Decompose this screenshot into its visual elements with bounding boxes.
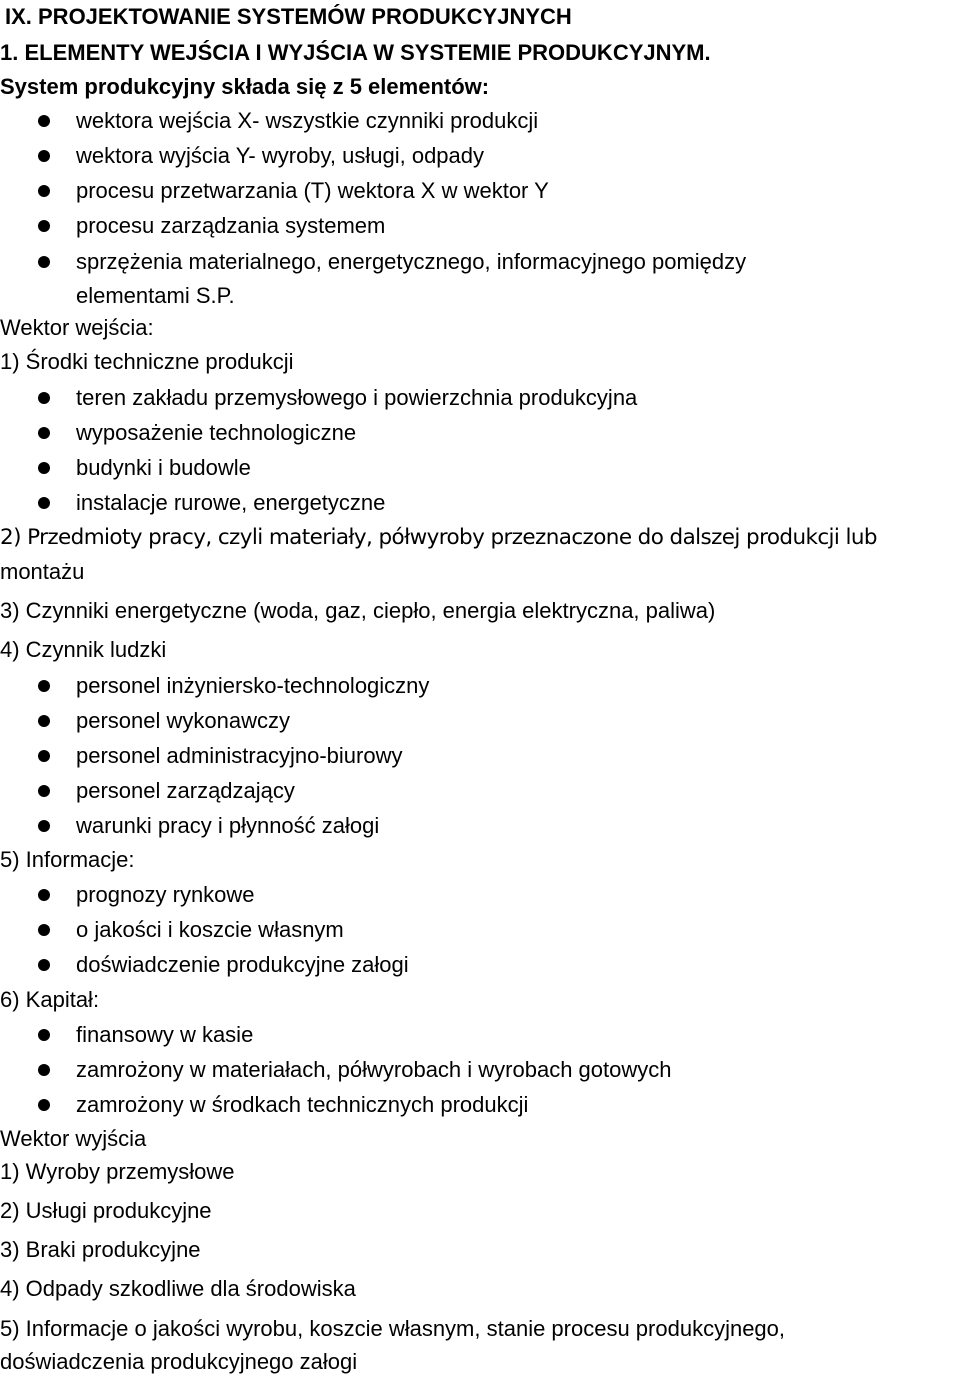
group-label: 5) Informacje: bbox=[0, 847, 135, 872]
group-label: 2) Przedmioty pracy, czyli materiały, półwyroby przeznaczone do dalszej produkcji lub bbox=[0, 525, 877, 550]
bullet-icon bbox=[38, 889, 50, 901]
output-item: 4) Odpady szkodliwe dla środowiska bbox=[0, 1276, 356, 1301]
bullet-icon bbox=[38, 185, 50, 197]
list-item: wektora wejścia X- wszystkie czynniki produkcji bbox=[76, 108, 539, 133]
bullet-icon bbox=[38, 785, 50, 797]
bullet-icon bbox=[38, 924, 50, 936]
list-item: personel zarządzający bbox=[76, 778, 295, 803]
list-item: zamrożony w środkach technicznych produkcji bbox=[76, 1092, 529, 1117]
group-label: 1) Środki techniczne produkcji bbox=[0, 349, 294, 374]
group-label: 4) Czynnik ludzki bbox=[0, 637, 167, 662]
bullet-icon bbox=[38, 959, 50, 971]
bullet-icon bbox=[38, 1099, 50, 1111]
bullet-icon bbox=[38, 715, 50, 727]
list-item-continuation: elementami S.P. bbox=[76, 283, 235, 308]
list-item: teren zakładu przemysłowego i powierzchnia produkcyjna bbox=[76, 385, 638, 410]
bullet-icon bbox=[38, 427, 50, 439]
section-heading: 1. ELEMENTY WEJŚCIA I WYJŚCIA W SYSTEMIE PRODUKCYJNYM. bbox=[0, 40, 711, 65]
list-item: personel wykonawczy bbox=[76, 708, 290, 733]
bullet-icon bbox=[38, 497, 50, 509]
list-item: zamrożony w materiałach, półwyrobach i wyrobach gotowych bbox=[76, 1057, 672, 1082]
page-title: IX. PROJEKTOWANIE SYSTEMÓW PRODUKCYJNYCH bbox=[5, 4, 572, 29]
list-item: procesu zarządzania systemem bbox=[76, 213, 386, 238]
list-item: o jakości i koszcie własnym bbox=[76, 917, 344, 942]
group-label: 3) Czynniki energetyczne (woda, gaz, ciepło, energia elektryczna, paliwa) bbox=[0, 598, 716, 623]
list-item: finansowy w kasie bbox=[76, 1022, 254, 1047]
bullet-icon bbox=[38, 392, 50, 404]
bullet-icon bbox=[38, 750, 50, 762]
output-item: 2) Usługi produkcyjne bbox=[0, 1198, 212, 1223]
list-item: instalacje rurowe, energetyczne bbox=[76, 490, 386, 515]
bullet-icon bbox=[38, 462, 50, 474]
bullet-icon bbox=[38, 820, 50, 832]
input-vector-heading: Wektor wejścia: bbox=[0, 315, 154, 340]
list-item: prognozy rynkowe bbox=[76, 882, 255, 907]
output-item: 1) Wyroby przemysłowe bbox=[0, 1159, 235, 1184]
bullet-icon bbox=[38, 1029, 50, 1041]
group-label: 6) Kapitał: bbox=[0, 987, 100, 1012]
group-label-continuation: montażu bbox=[0, 559, 85, 584]
bullet-icon bbox=[38, 115, 50, 127]
list-item: personel administracyjno-biurowy bbox=[76, 743, 403, 768]
output-item: 3) Braki produkcyjne bbox=[0, 1237, 201, 1262]
bullet-icon bbox=[38, 680, 50, 692]
bullet-icon bbox=[38, 220, 50, 232]
output-vector-heading: Wektor wyjścia bbox=[0, 1126, 147, 1151]
list-item: budynki i budowle bbox=[76, 455, 251, 480]
output-item: 5) Informacje o jakości wyrobu, koszcie własnym, stanie procesu produkcyjnego, bbox=[0, 1316, 786, 1341]
bullet-icon bbox=[38, 256, 50, 268]
bullet-icon bbox=[38, 1064, 50, 1076]
list-item: sprzężenia materialnego, energetycznego, informacyjnego pomiędzy bbox=[76, 249, 747, 274]
list-item: wektora wyjścia Y- wyroby, usługi, odpady bbox=[76, 143, 485, 168]
output-item-continuation: doświadczenia produkcyjnego załogi bbox=[0, 1349, 358, 1374]
bullet-icon bbox=[38, 150, 50, 162]
list-item: warunki pracy i płynność załogi bbox=[76, 813, 380, 838]
list-item: personel inżyniersko-technologiczny bbox=[76, 673, 430, 698]
list-item: doświadczenie produkcyjne załogi bbox=[76, 952, 409, 977]
list-item: procesu przetwarzania (T) wektora X w wektor Y bbox=[76, 178, 549, 203]
section-intro: System produkcyjny składa się z 5 elementów: bbox=[0, 74, 490, 99]
list-item: wyposażenie technologiczne bbox=[76, 420, 357, 445]
